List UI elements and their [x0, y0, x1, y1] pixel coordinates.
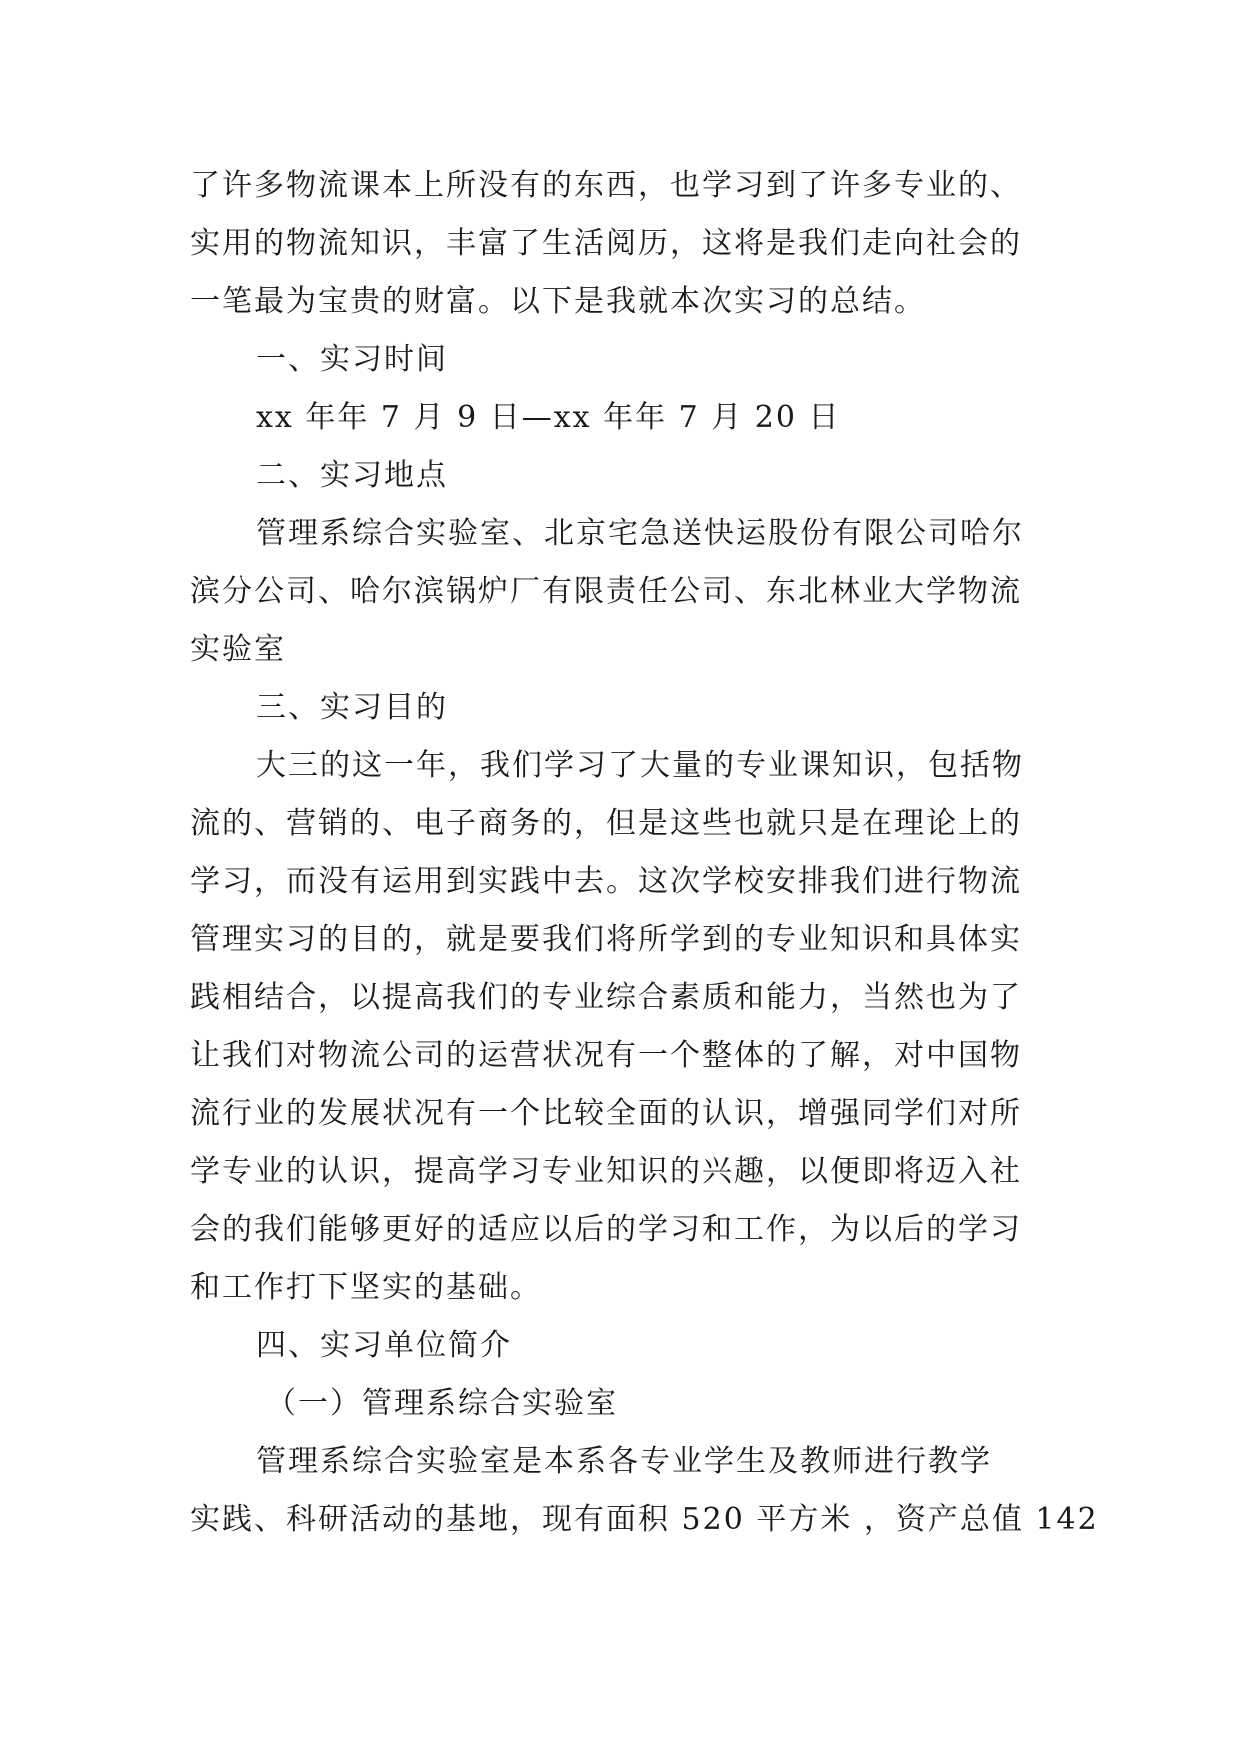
body-line: 流的、营销的、电子商务的，但是这些也就只是在理论上的 [190, 806, 1022, 841]
subsection-heading-lab: （一）管理系综合实验室 [266, 1386, 618, 1421]
section-heading-units: 四、实习单位简介 [256, 1328, 512, 1363]
body-line: 学习，而没有运用到实践中去。这次学校安排我们进行物流 [190, 864, 1022, 899]
body-line: 滨分公司、哈尔滨锅炉厂有限责任公司、东北林业大学物流 [190, 574, 1022, 609]
body-line: 一笔最为宝贵的财富。以下是我就本次实习的总结。 [190, 284, 926, 319]
body-line: 和工作打下坚实的基础。 [190, 1270, 542, 1305]
body-line: 让我们对物流公司的运营状况有一个整体的了解，对中国物 [190, 1038, 1022, 1073]
body-line: 实用的物流知识，丰富了生活阅历，这将是我们走向社会的 [190, 226, 1022, 261]
body-line: 学专业的认识，提高学习专业知识的兴趣，以便即将迈入社 [190, 1154, 1022, 1189]
section-heading-time: 一、实习时间 [256, 342, 448, 377]
body-line: 大三的这一年，我们学习了大量的专业课知识，包括物 [256, 748, 1024, 783]
body-line: 管理系综合实验室是本系各专业学生及教师进行教学 [256, 1444, 992, 1479]
body-line: 实践、科研活动的基地，现有面积 520 平方米 ，资产总值 142 [190, 1502, 1099, 1537]
body-line: 流行业的发展状况有一个比较全面的认识，增强同学们对所 [190, 1096, 1022, 1131]
body-line: 管理系综合实验室、北京宅急送快运股份有限公司哈尔 [256, 516, 1024, 551]
body-line: 实验室 [190, 632, 286, 667]
body-line: 会的我们能够更好的适应以后的学习和工作，为以后的学习 [190, 1212, 1022, 1247]
document-body [190, 157, 1099, 1549]
section-heading-purpose: 三、实习目的 [256, 690, 448, 725]
body-line-date-range: xx 年年 7 月 9 日—xx 年年 7 月 20 日 [256, 400, 841, 435]
body-line: 管理实习的目的，就是要我们将所学到的专业知识和具体实 [190, 922, 1022, 957]
body-line: 了许多物流课本上所没有的东西，也学习到了许多专业的、 [190, 168, 1022, 203]
section-heading-location: 二、实习地点 [256, 458, 448, 493]
body-line: 践相结合，以提高我们的专业综合素质和能力，当然也为了 [190, 980, 1022, 1015]
